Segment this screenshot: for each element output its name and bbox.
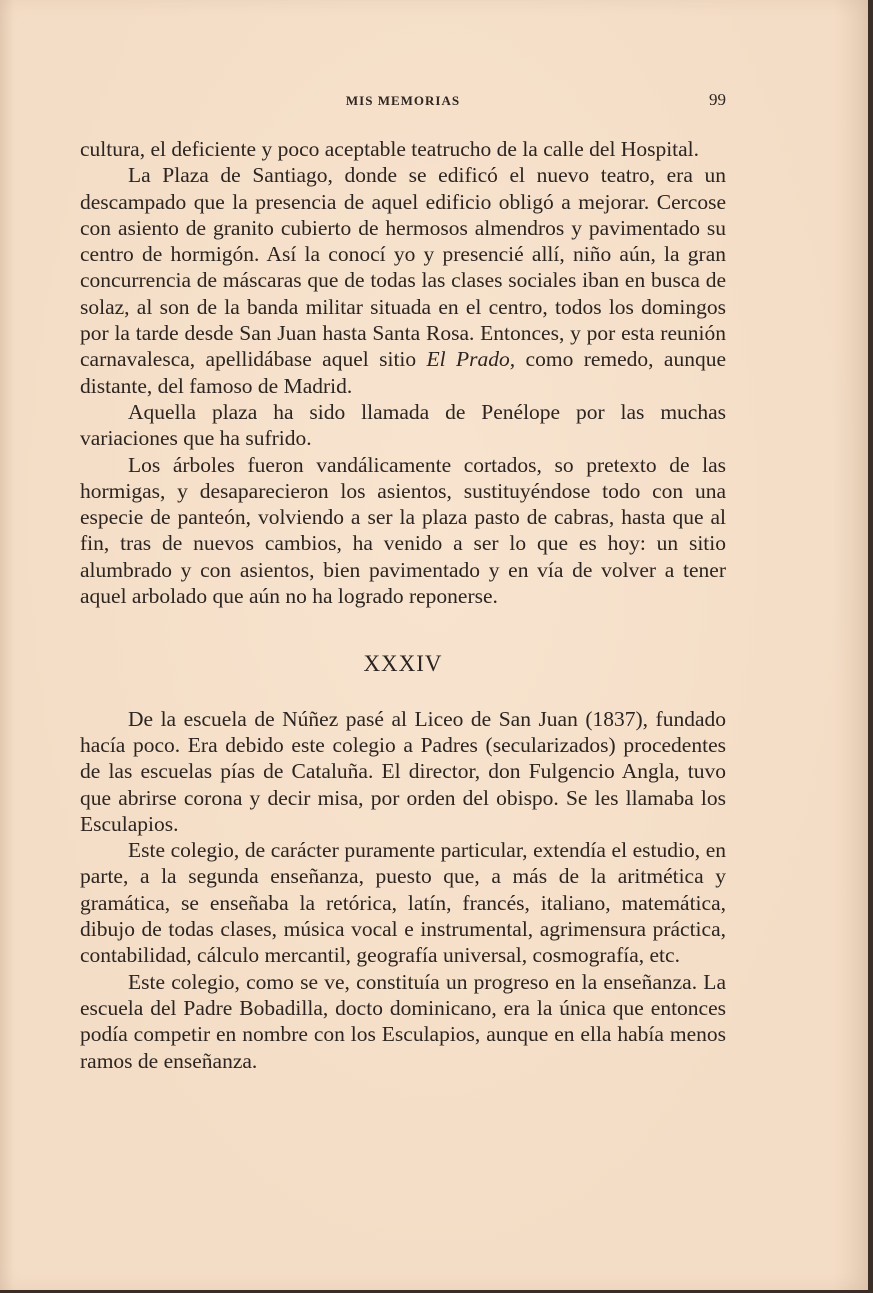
running-title: MIS MEMORIAS [345, 93, 461, 108]
paragraph-liceo: De la escuela de Núñez pasé al Liceo de San Juan (1837), fundado hacía poco. Era debido este colegio a Padres (secularizados) procedentes de las escuelas pías de Cataluña. El director, don Fulgencio Angla, tuvo que abrirse corona y decir misa, por orden del obispo. Se les llamaba los Esculapios. [80, 706, 726, 836]
italic-place-name: El Prado, [426, 347, 516, 372]
paragraph-plaza-santiago [80, 162, 726, 399]
paragraph-colegio-estudios: Este colegio, de carácter puramente particular, extendía el estudio, en parte, a la segunda enseñanza, puesto que, a más de la aritmética y gramática, se enseñaba la retórica, latín, francés, italiano, matemática, dibujo de todas clases, música vocal e instrumental, agrimensura práctica, contabilidad, cálculo mercantil, geografía universal, cosmografía, etc. [80, 838, 726, 968]
paragraph-colegio-progreso: Este colegio, como se ve, constituía un progreso en la enseñanza. La escuela del Padre Bobadilla, docto dominicano, era la única que entonces podía competir en nombre con los Esculapios, aunque en ella había menos ramos de enseñanza. [80, 969, 726, 1073]
body-text [80, 136, 726, 1074]
page-number: 99 [709, 90, 726, 109]
chapter-heading: XXXIV [363, 651, 443, 677]
page-edge-right [868, 0, 873, 1293]
paragraph-continuation: cultura, el deficiente y poco aceptable teatrucho de la calle del Hospital. [80, 137, 700, 161]
paragraph-text: como remedo, aunque distante, del famoso de Madrid. [80, 347, 727, 398]
running-head [80, 90, 726, 114]
paragraph-text: La Plaza de Santiago, donde se edificó el nuevo teatro, era un descampado que la presencia de aquel edificio obligó a mejorar. Cercose con asiento de granito cubierto de hermosos almendros y pavimentado su centro de hormigón. Así la conocí yo y presencié allí, niño aún, la gran concurrencia de máscaras que de todas las clases sociales iban en busca de solaz, al son de la banda militar situada en el centro, todos los domingos por la tarde desde San Juan hasta Santa Rosa. Entonces, y por esta reunión carnavalesca, apellidábase aquel sitio [80, 163, 726, 372]
paragraph-penelope: Aquella plaza ha sido llamada de Penélope por las muchas variaciones que ha sufrido. [80, 399, 726, 451]
paragraph-arboles: Los árboles fueron vandálicamente cortados, so pretexto de las hormigas, y desaparecieron los asientos, sustituyéndose todo con una especie de panteón, volviendo a ser la plaza pasto de cabras, hasta que al fin, tras de nuevos cambios, ha venido a ser lo que es hoy: un sitio alumbrado y con asientos, bien pavimentado y en vía de volver a tener aquel arbolado que aún no ha logrado reponerse. [80, 452, 726, 609]
